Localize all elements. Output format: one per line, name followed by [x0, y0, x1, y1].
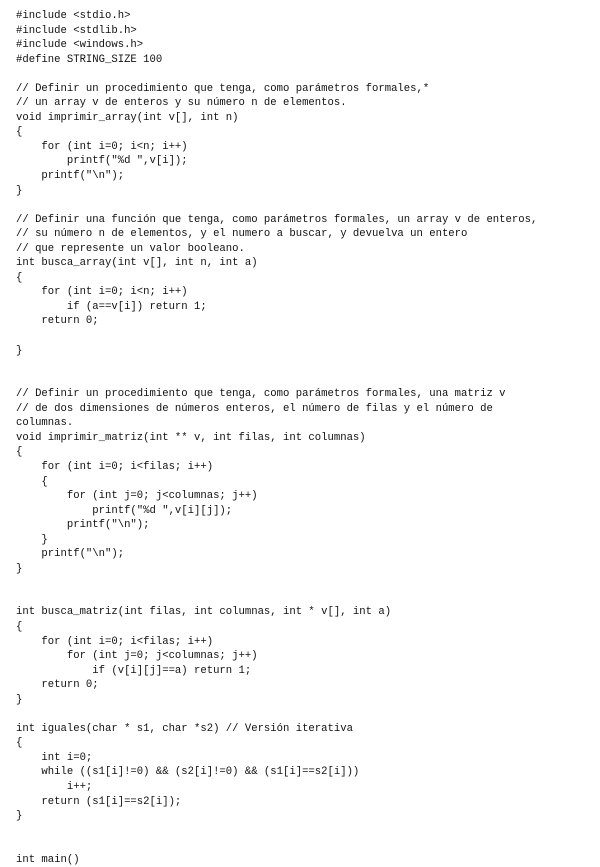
- code-line: int main(): [16, 853, 80, 866]
- code-line: }: [16, 344, 23, 357]
- code-line: for (int i=0; i<filas; i++): [16, 635, 214, 648]
- code-line: #define STRING_SIZE 100: [16, 53, 163, 66]
- code-line: while ((s1[i]!=0) && (s2[i]!=0) && (s1[i]==s2[i])): [16, 766, 360, 779]
- code-line: for (int i=0; i<n; i++): [16, 140, 188, 153]
- code-line: // Definir una función que tenga, como parámetros formales, un array v de enteros,: [16, 213, 538, 226]
- code-line: [16, 373, 591, 388]
- code-line: #include <stdlib.h>: [16, 24, 137, 37]
- code-line: #include <stdio.h>: [16, 10, 131, 22]
- code-line: printf("%d ",v[i][j]);: [16, 504, 233, 517]
- code-line: [16, 707, 591, 722]
- code-line: {: [16, 126, 23, 139]
- code-line: [16, 838, 591, 853]
- code-line: [16, 591, 591, 606]
- code-line: }: [16, 693, 23, 706]
- code-line: [16, 198, 591, 213]
- code-line: int i=0;: [16, 751, 93, 764]
- code-line: [16, 67, 591, 82]
- code-line: // que represente un valor booleano.: [16, 242, 245, 255]
- code-line: [16, 329, 591, 344]
- code-line: // su número n de elementos, y el numero a buscar, y devuelva un entero: [16, 228, 468, 241]
- code-line: [16, 824, 591, 839]
- code-listing: [16, 9, 591, 867]
- code-line: printf("\n");: [16, 519, 150, 532]
- code-line: }: [16, 533, 48, 546]
- code-line: void imprimir_array(int v[], int n): [16, 111, 239, 124]
- code-line: // Definir un procedimiento que tenga, como parámetros formales,*: [16, 82, 430, 95]
- code-line: }: [16, 184, 23, 197]
- code-line: for (int j=0; j<columnas; j++): [16, 490, 258, 503]
- code-line: // un array v de enteros y su número n de elementos.: [16, 97, 347, 110]
- code-line: i++;: [16, 780, 93, 793]
- code-line: #include <windows.h>: [16, 39, 144, 52]
- code-line: // Definir un procedimiento que tenga, como parámetros formales, una matriz v: [16, 388, 506, 401]
- code-line: printf("\n");: [16, 170, 125, 183]
- code-line: int busca_array(int v[], int n, int a): [16, 257, 258, 270]
- code-line: return 0;: [16, 315, 99, 328]
- code-line: {: [16, 737, 23, 750]
- code-line: [16, 358, 591, 373]
- code-line: return (s1[i]==s2[i]);: [16, 795, 182, 808]
- code-line: // de dos dimensiones de números enteros, el número de filas y el número de: [16, 402, 493, 415]
- code-line: for (int j=0; j<columnas; j++): [16, 650, 258, 663]
- code-line: }: [16, 810, 23, 823]
- code-line: for (int i=0; i<n; i++): [16, 286, 188, 299]
- code-line: int busca_matriz(int filas, int columnas, int * v[], int a): [16, 606, 392, 619]
- code-line: }: [16, 562, 23, 575]
- code-line: {: [16, 446, 23, 459]
- code-line: [16, 576, 591, 591]
- code-line: if (v[i][j]==a) return 1;: [16, 664, 252, 677]
- code-line: printf("\n");: [16, 548, 125, 561]
- code-line: printf("%d ",v[i]);: [16, 155, 188, 168]
- code-line: {: [16, 620, 23, 633]
- code-line: return 0;: [16, 679, 99, 692]
- code-line: void imprimir_matriz(int ** v, int filas, int columnas): [16, 431, 366, 444]
- code-line: {: [16, 271, 23, 284]
- code-line: int iguales(char * s1, char *s2) // Versión iterativa: [16, 722, 353, 735]
- code-line: for (int i=0; i<filas; i++): [16, 460, 214, 473]
- code-line: {: [16, 475, 48, 488]
- code-line: if (a==v[i]) return 1;: [16, 300, 207, 313]
- code-line: columnas.: [16, 417, 74, 430]
